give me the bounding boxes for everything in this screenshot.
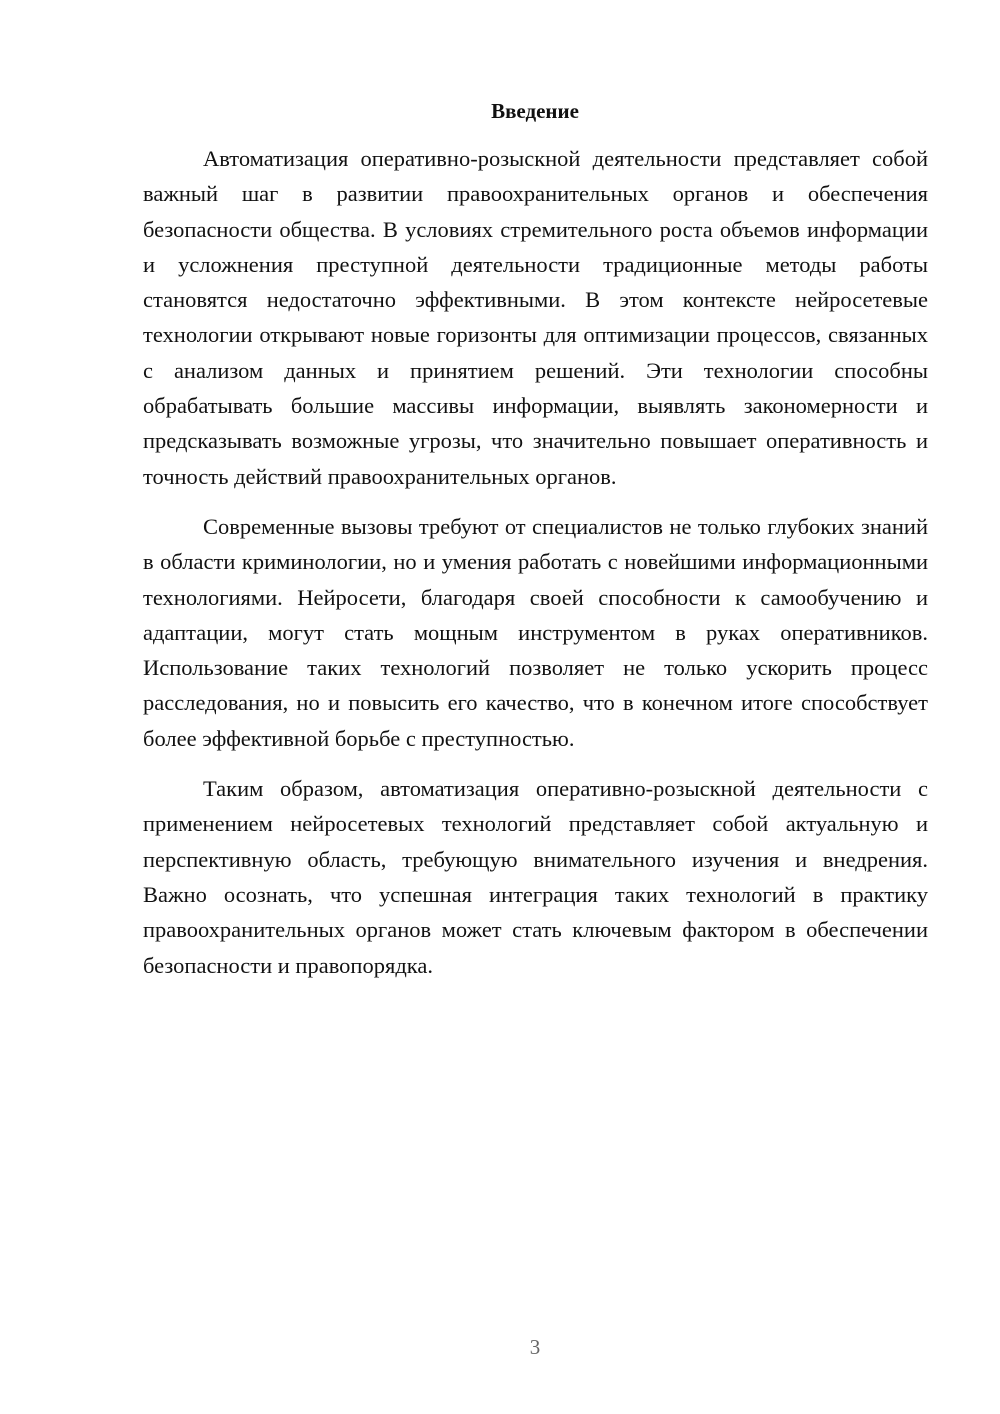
paragraph-3: Таким образом, автоматизация оперативно-розыскной деятельности с применением нейросетевых технологий представляет собой актуальную и перспективную область, требующую внимательного изучения и внедрения. Важно осознать, что успешная интеграция таких технологий в практику правоохранительных органов может стать ключевым фактором в обеспечении безопасности и правопорядка.: [143, 776, 928, 978]
body-text: [143, 141, 928, 998]
section-heading: Введение: [491, 99, 579, 123]
paragraph-1: Автоматизация оперативно-розыскной деятельности представляет собой важный шаг в развитии правоохранительных органов и обеспечения безопасности общества. В условиях стремительного роста объемов информации и усложнения преступной деятельности традиционные методы работы становятся недостаточно эффективными. В этом контексте нейросетевые технологии открывают новые горизонты для оптимизации процессов, связанных с анализом данных и принятием решений. Эти технологии способны обрабатывать большие массивы информации, выявлять закономерности и предсказывать возможные угрозы, что значительно повышает оперативность и точность действий правоохранительных органов.: [143, 146, 928, 489]
paragraph-2: Современные вызовы требуют от специалистов не только глубоких знаний в области криминологии, но и умения работать с новейшими информационными технологиями. Нейросети, благодаря своей способности к самообучению и адаптации, могут стать мощным инструментом в руках оперативников. Использование таких технологий позволяет не только ускорить процесс расследования, но и повысить его качество, что в конечном итоге способствует более эффективной борьбе с преступностью.: [143, 513, 928, 751]
page-number: 3: [529, 1335, 541, 1359]
